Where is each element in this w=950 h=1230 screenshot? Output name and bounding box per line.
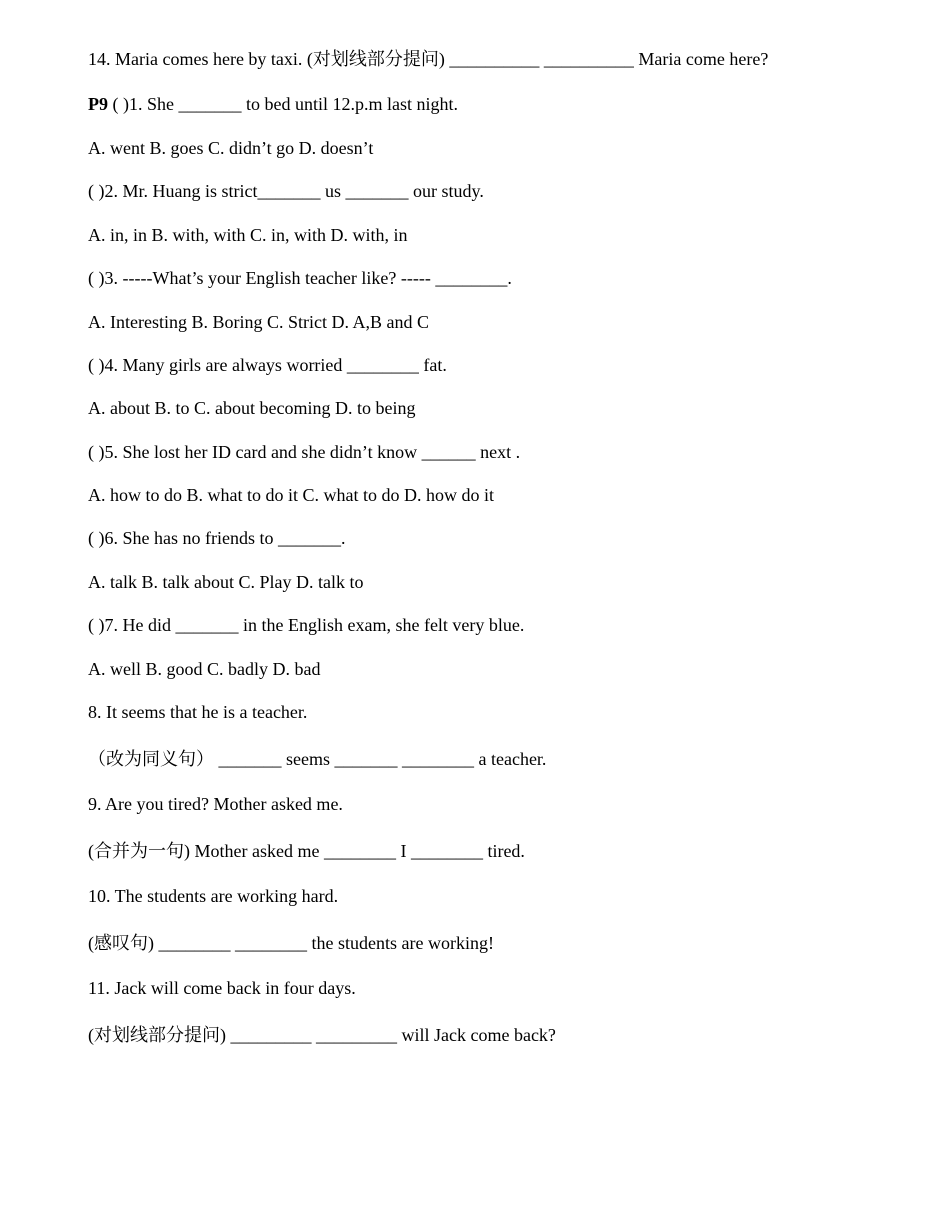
- question-7-options: A. well B. good C. badly D. bad: [88, 659, 321, 679]
- question-10-instruction: (感叹句) ________ ________ the students are working!: [88, 933, 494, 953]
- question-11-instruction: (对划线部分提问) _________ _________ will Jack come back?: [88, 1025, 556, 1045]
- question-11-line: 11. Jack will come back in four days.: [88, 978, 356, 998]
- question-1-options: A. went B. goes C. didn’t go D. doesn’t: [88, 138, 374, 158]
- question-10-line: 10. The students are working hard.: [88, 886, 339, 906]
- question-6-line: ( )6. She has no friends to _______.: [88, 528, 346, 548]
- question-1-text: ( )1. She _______ to bed until 12.p.m last night.: [108, 94, 458, 114]
- question-4-options: A. about B. to C. about becoming D. to being: [88, 398, 416, 418]
- question-3-options: A. Interesting B. Boring C. Strict D. A,B and C: [88, 312, 429, 332]
- question-5-options: A. how to do B. what to do it C. what to do D. how do it: [88, 485, 494, 505]
- question-14-line: 14. Maria comes here by taxi. (对划线部分提问) __________ __________ Maria come here?: [88, 49, 769, 69]
- question-7-line: ( )7. He did _______ in the English exam, she felt very blue.: [88, 615, 525, 635]
- p9-question-1-line: [88, 93, 458, 115]
- question-9-line: 9. Are you tired? Mother asked me.: [88, 794, 343, 814]
- question-2-options: A. in, in B. with, with C. in, with D. with, in: [88, 225, 408, 245]
- question-4-line: ( )4. Many girls are always worried ________ fat.: [88, 355, 447, 375]
- p9-label: P9: [88, 94, 108, 114]
- question-6-options: A. talk B. talk about C. Play D. talk to: [88, 572, 364, 592]
- question-5-line: ( )5. She lost her ID card and she didn’t know ______ next .: [88, 442, 521, 462]
- question-9-instruction: (合并为一句) Mother asked me ________ I ________ tired.: [88, 841, 525, 861]
- question-3-line: ( )3. -----What’s your English teacher like? ----- ________.: [88, 268, 512, 288]
- question-8-instruction: （改为同义句） _______ seems _______ ________ a teacher.: [88, 749, 547, 769]
- question-2-line: ( )2. Mr. Huang is strict_______ us _______ our study.: [88, 181, 484, 201]
- question-8-line: 8. It seems that he is a teacher.: [88, 702, 308, 722]
